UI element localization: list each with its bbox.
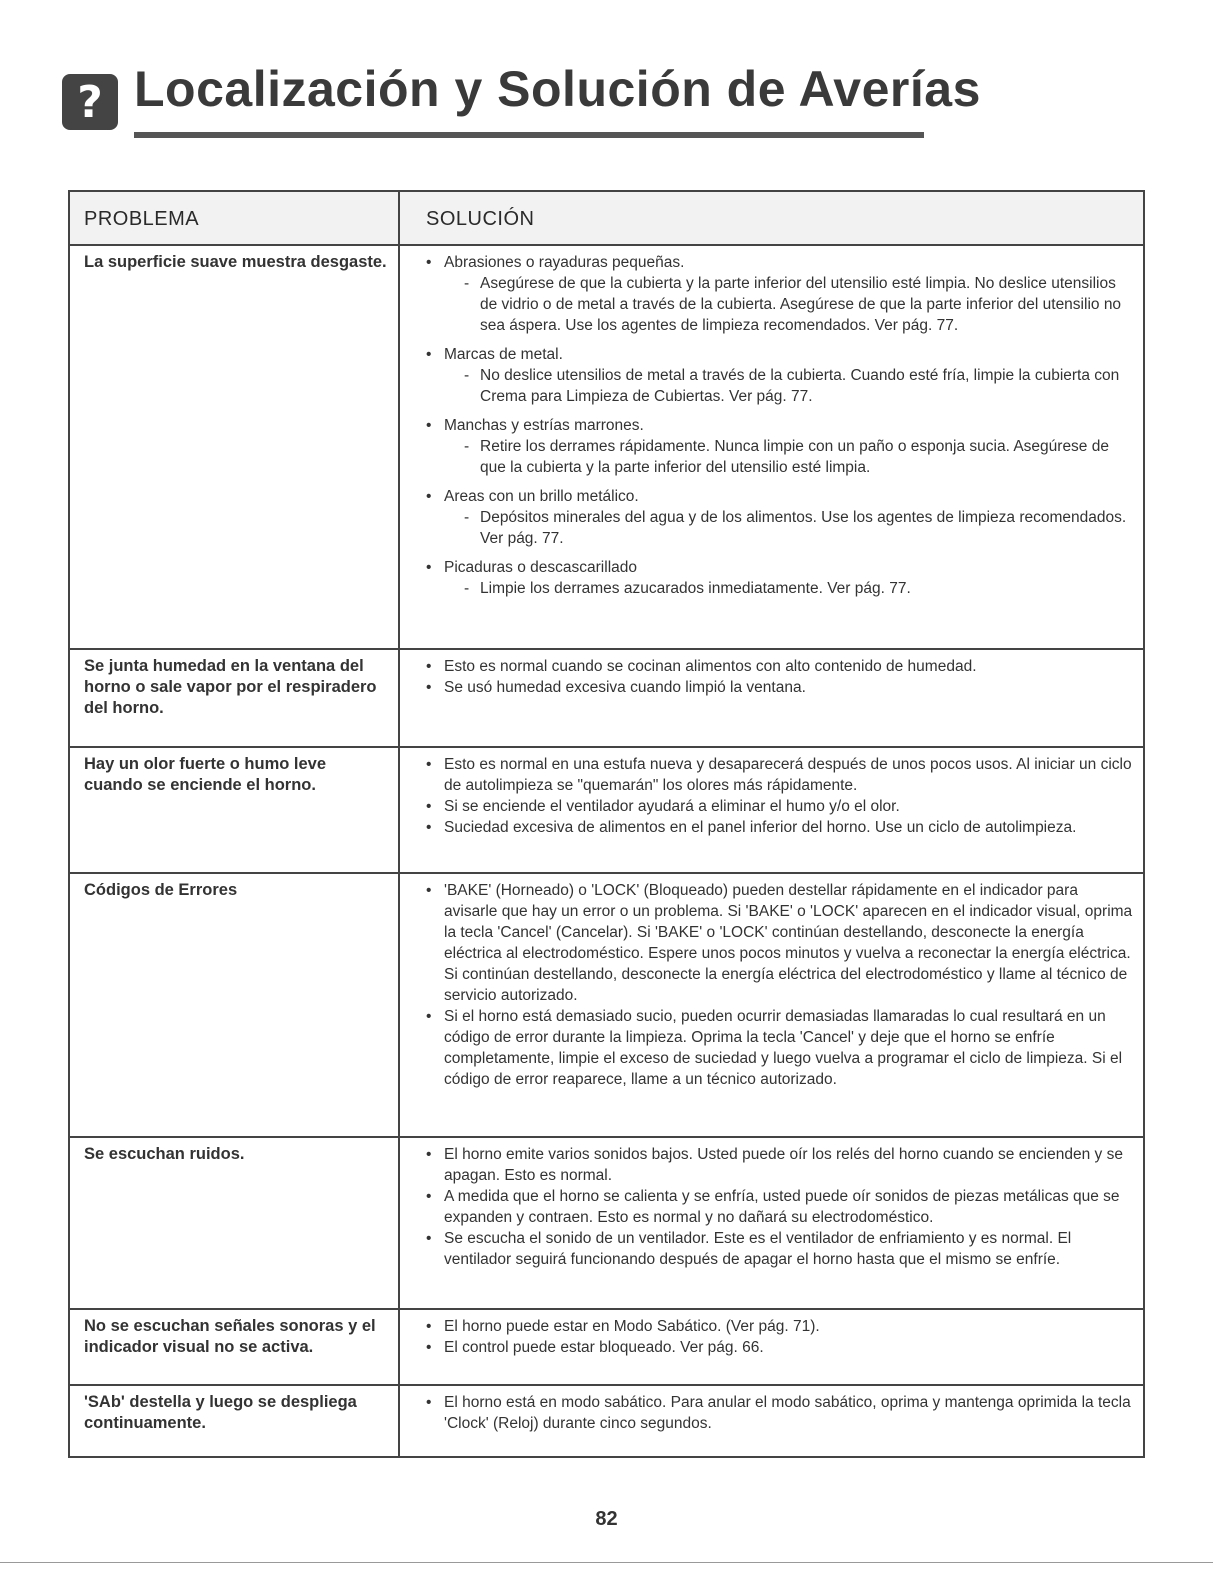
solution-item: • Abrasiones o rayaduras pequeñas. - Asegúrese de que la cubierta y la parte inferior del utensilio esté limpia. No deslice utensilios de vidrio o de metal a través de la cubierta. Asegúrese de que la parte inferior del utensilio no sea áspera. Use los agentes de limpieza recomendados. Ver pág. 77. [424,252,1133,336]
column-header-problem: PROBLEMA [70,192,400,244]
solution-item: • Esto es normal cuando se cocinan alimentos con alto contenido de humedad. [424,656,1133,677]
solution-item: • Si el horno está demasiado sucio, pueden ocurrir demasiadas llamaradas lo cual resultará en un código de error durante la limpieza. Oprima la tecla 'Cancel' y deje que el horno se enfríe completamente, limpie el exceso de suciedad y luego vuelva a programar el ciclo de limpieza. Si el código de error reaparece, llame a un técnico autorizado. [424,1006,1133,1090]
problem-cell: No se escuchan señales sonoras y el indicador visual no se activa. [70,1310,400,1384]
solution-item: • Picaduras o descascarillado - Limpie los derrames azucarados inmediatamente. Ver pág. 77. [424,557,1133,599]
solution-cell [400,1310,1143,1384]
table-row [70,1310,1143,1386]
column-header-solution: SOLUCIÓN [426,208,535,230]
solution-item: • Manchas y estrías marrones. - Retire los derrames rápidamente. Nunca limpie con un paño o esponja sucia. Asegúrese de que la cubierta y la parte inferior del utensilio esté limpia. [424,415,1133,478]
solution-item: • Esto es normal en una estufa nueva y desaparecerá después de unos pocos usos. Al iniciar un ciclo de autolimpieza se "quemarán" los olores más rápidamente. [424,754,1133,796]
solution-item: • Se escucha el sonido de un ventilador. Este es el ventilador de enfriamiento y es normal. El ventilador seguirá funcionando después de apagar el horno hasta que el mismo se enfríe. [424,1228,1133,1270]
solution-subitem: - Retire los derrames rápidamente. Nunca limpie con un paño o esponja sucia. Asegúrese de que la cubierta y la parte inferior del utensilio esté limpia. [444,436,1133,478]
solution-item: • El horno puede estar en Modo Sabático. (Ver pág. 71). [424,1316,1133,1337]
table-header [70,192,1143,246]
title-underline [134,132,924,138]
solution-subitem: - No deslice utensilios de metal a través de la cubierta. Cuando esté fría, limpie la cubierta con Crema para Limpieza de Cubiertas. Ver pág. 77. [444,365,1133,407]
problem-cell: Se escuchan ruidos. [70,1138,400,1308]
table-row [70,1386,1143,1456]
troubleshooting-table [68,190,1145,1458]
problem-cell: La superficie suave muestra desgaste. [70,246,400,648]
solution-item: • El horno emite varios sonidos bajos. Usted puede oír los relés del horno cuando se encienden y se apagan. Esto es normal. [424,1144,1133,1186]
table-row [70,748,1143,874]
solution-subitem: - Depósitos minerales del agua y de los alimentos. Use los agentes de limpieza recomendados. Ver pág. 77. [444,507,1133,549]
solution-item: • Marcas de metal. - No deslice utensilios de metal a través de la cubierta. Cuando esté fría, limpie la cubierta con Crema para Limpieza de Cubiertas. Ver pág. 77. [424,344,1133,407]
solution-item: • Si se enciende el ventilador ayudará a eliminar el humo y/o el olor. [424,796,1133,817]
solution-cell [400,874,1143,1136]
solution-cell [400,748,1143,872]
solution-cell [400,1386,1143,1456]
question-icon: ? [62,74,118,130]
page-header [62,61,981,146]
solution-item: • Areas con un brillo metálico. - Depósitos minerales del agua y de los alimentos. Use los agentes de limpieza recomendados. Ver pág. 77. [424,486,1133,549]
problem-cell: 'SAb' destella y luego se despliega continuamente. [70,1386,400,1456]
solution-cell [400,246,1143,648]
table-row [70,246,1143,650]
page-title: Localización y Solución de Averías [134,61,981,117]
table-row [70,1138,1143,1310]
table-row [70,650,1143,748]
footer-rule [0,1562,1213,1563]
problem-cell: Códigos de Errores [70,874,400,1136]
solution-item: • Se usó humedad excesiva cuando limpió la ventana. [424,677,1133,698]
page-number: 82 [595,1508,618,1530]
table-row [70,874,1143,1138]
solution-item: • Suciedad excesiva de alimentos en el panel inferior del horno. Use un ciclo de autolimpieza. [424,817,1133,838]
problem-cell: Se junta humedad en la ventana del horno o sale vapor por el respiradero del horno. [70,650,400,746]
solution-item: • El control puede estar bloqueado. Ver pág. 66. [424,1337,1133,1358]
solution-subitem: - Asegúrese de que la cubierta y la parte inferior del utensilio esté limpia. No deslice utensilios de vidrio o de metal a través de la cubierta. Asegúrese de que la parte inferior del utensilio no sea áspera. Use los agentes de limpieza recomendados. Ver pág. 77. [444,273,1133,336]
solution-item: • 'BAKE' (Horneado) o 'LOCK' (Bloqueado) pueden destellar rápidamente en el indicador para avisarle que hay un error o un problema. Si 'BAKE' o 'LOCK' aparecen en el indicador visual, oprima la tecla 'Cancel' (Cancelar). Si 'BAKE' o 'LOCK' continúan destellando, desconecte la energía eléctrica al electrodoméstico. Espere unos pocos minutos y vuelva a reconectar la energía eléctrica. Si continúan destellando, desconecte la energía eléctrica del electrodoméstico y llame al técnico de servicio autorizado. [424,880,1133,1006]
solution-cell [400,1138,1143,1308]
problem-cell: Hay un olor fuerte o humo leve cuando se enciende el horno. [70,748,400,872]
solution-subitem: - Limpie los derrames azucarados inmediatamente. Ver pág. 77. [444,578,1133,599]
solution-item: • A medida que el horno se calienta y se enfría, usted puede oír sonidos de piezas metálicas que se expanden y contraen. Esto es normal y no dañará su electrodoméstico. [424,1186,1133,1228]
solution-cell [400,650,1143,746]
solution-item: • El horno está en modo sabático. Para anular el modo sabático, oprima y mantenga oprimida la tecla 'Clock' (Reloj) durante cinco segundos. [424,1392,1133,1434]
